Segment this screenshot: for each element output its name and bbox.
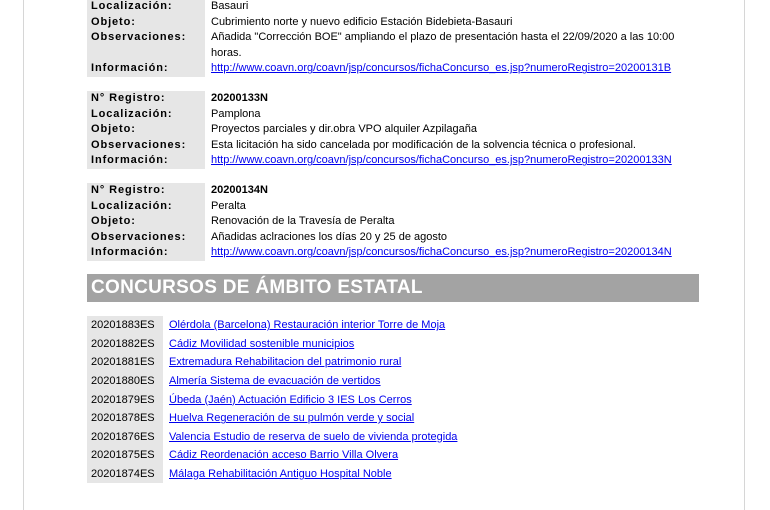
contest-id: 20201879ES bbox=[87, 390, 163, 409]
value-observaciones: Añadida "Corrección BOE" ampliando el plazo de presentación hasta el 22/09/2020 a las 10:00 horas. bbox=[211, 31, 675, 59]
section-title: CONCURSOS DE ÁMBITO ESTATAL bbox=[87, 274, 699, 302]
contest-link[interactable]: Olérdola (Barcelona) Restauración interior Torre de Moja bbox=[169, 319, 446, 332]
contest-id: 20201876ES bbox=[87, 427, 163, 446]
value-registro: 20200133N bbox=[211, 91, 268, 104]
contest-link[interactable]: Almería Sistema de evacuación de vertidos bbox=[169, 374, 381, 387]
contest-link[interactable]: Extremadura Rehabilitacion del patrimonio rural bbox=[169, 356, 402, 369]
contest-id: 20201882ES bbox=[87, 335, 163, 354]
label-localizacion: Localización: bbox=[87, 199, 205, 215]
contest-link[interactable]: Cádiz Movilidad sostenible municipios bbox=[169, 337, 355, 350]
list-item bbox=[87, 409, 461, 428]
list-item bbox=[87, 353, 461, 372]
label-informacion: Información: bbox=[87, 61, 205, 77]
value-observaciones: Esta licitación ha sido cancelada por modificación de la solvencia técnica o profesional. bbox=[211, 138, 636, 151]
record-20200134N bbox=[87, 183, 699, 261]
list-item bbox=[87, 446, 461, 465]
contest-id: 20201880ES bbox=[87, 372, 163, 391]
value-objeto: Cubrimiento norte y nuevo edificio Estación Bidebieta-Basauri bbox=[211, 15, 513, 28]
value-localizacion: Peralta bbox=[211, 199, 246, 212]
label-localizacion: Localización: bbox=[87, 0, 205, 15]
contest-list bbox=[87, 316, 461, 483]
record-20200133N bbox=[87, 91, 699, 169]
record-20200131B bbox=[87, 0, 699, 77]
label-informacion: Información: bbox=[87, 153, 205, 169]
label-registro: N° Registro: bbox=[87, 91, 205, 107]
contest-id: 20201875ES bbox=[87, 446, 163, 465]
value-localizacion: Basauri bbox=[211, 0, 249, 12]
contest-link[interactable]: Huelva Regeneración de su pulmón verde y social bbox=[169, 412, 415, 425]
main-content bbox=[87, 0, 699, 483]
value-objeto: Proyectos parciales y dir.obra VPO alquiler Azpilagaña bbox=[211, 123, 477, 136]
info-link[interactable]: http://www.coavn.org/coavn/jsp/concursos/fichaConcurso_es.jsp?numeroRegistro=20200131B bbox=[211, 62, 672, 75]
contest-id: 20201874ES bbox=[87, 465, 163, 484]
value-localizacion: Pamplona bbox=[211, 107, 261, 120]
contest-link[interactable]: Valencia Estudio de reserva de suelo de vivienda protegida bbox=[169, 430, 458, 443]
list-item bbox=[87, 465, 461, 484]
label-observaciones: Observaciones: bbox=[87, 138, 205, 154]
contest-id: 20201878ES bbox=[87, 409, 163, 428]
label-informacion: Información: bbox=[87, 245, 205, 261]
info-link[interactable]: http://www.coavn.org/coavn/jsp/concursos/fichaConcurso_es.jsp?numeroRegistro=20200134N bbox=[211, 246, 672, 259]
label-observaciones: Observaciones: bbox=[87, 230, 205, 246]
label-registro: N° Registro: bbox=[87, 183, 205, 199]
value-observaciones: Añadidas aclraciones los días 20 y 25 de agosto bbox=[211, 230, 448, 243]
list-item bbox=[87, 335, 461, 354]
value-objeto: Renovación de la Travesía de Peralta bbox=[211, 215, 395, 228]
label-objeto: Objeto: bbox=[87, 214, 205, 230]
contest-id: 20201883ES bbox=[87, 316, 163, 335]
value-registro: 20200134N bbox=[211, 183, 268, 196]
label-observaciones: Observaciones: bbox=[87, 30, 205, 61]
label-objeto: Objeto: bbox=[87, 122, 205, 138]
contest-link[interactable]: Cádiz Reordenación acceso Barrio Villa Olvera bbox=[169, 449, 399, 462]
label-objeto: Objeto: bbox=[87, 15, 205, 31]
info-link[interactable]: http://www.coavn.org/coavn/jsp/concursos/fichaConcurso_es.jsp?numeroRegistro=20200133N bbox=[211, 154, 672, 167]
label-localizacion: Localización: bbox=[87, 107, 205, 123]
contest-id: 20201881ES bbox=[87, 353, 163, 372]
list-item bbox=[87, 390, 461, 409]
contest-link[interactable]: Málaga Rehabilitación Antiguo Hospital Noble bbox=[169, 467, 392, 480]
contest-link[interactable]: Úbeda (Jaén) Actuación Edificio 3 IES Los Cerros bbox=[169, 393, 412, 406]
list-item bbox=[87, 316, 461, 335]
list-item bbox=[87, 427, 461, 446]
list-item bbox=[87, 372, 461, 391]
